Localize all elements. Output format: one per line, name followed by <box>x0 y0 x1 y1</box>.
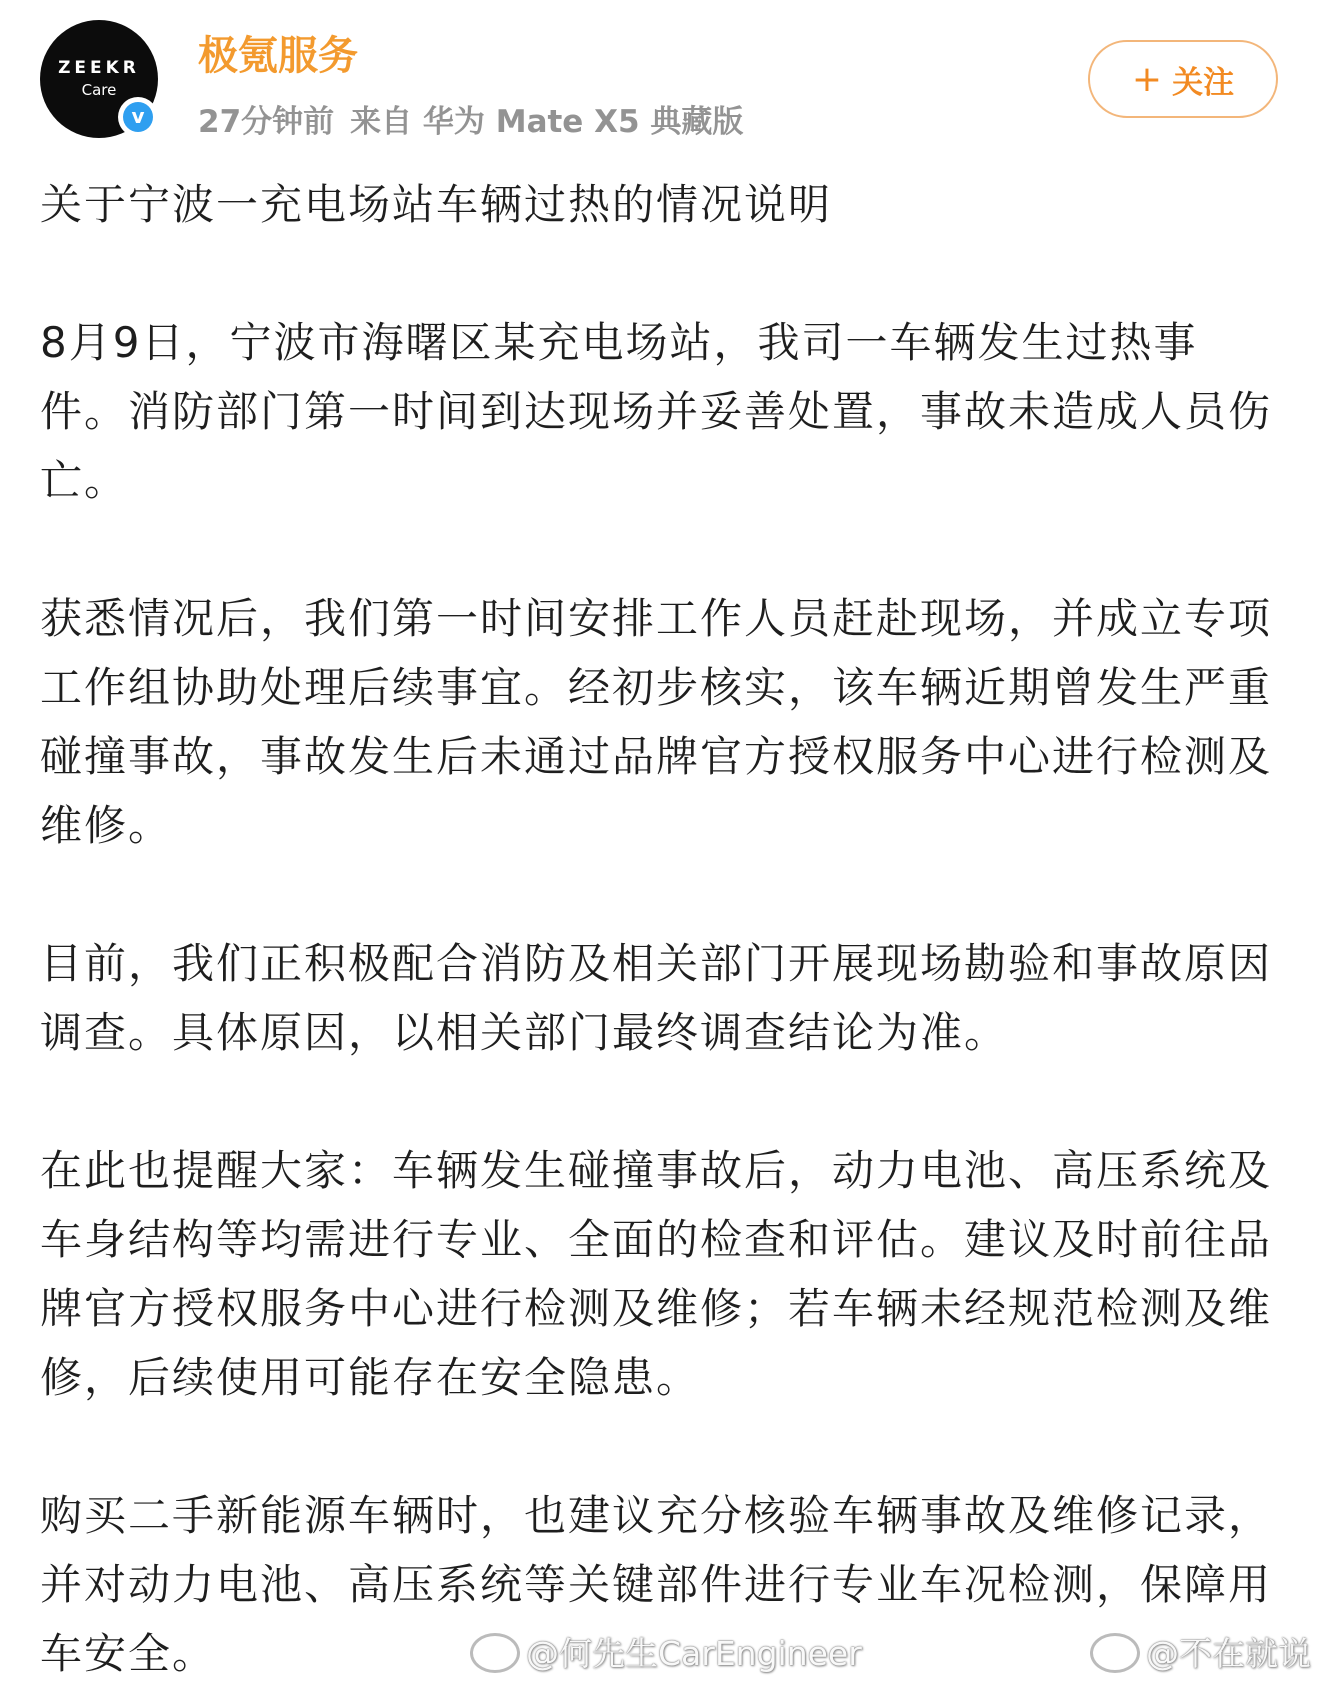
watermarks <box>0 1620 1320 1690</box>
watermark <box>470 1628 862 1676</box>
avatar-sub-text: Care <box>81 81 117 99</box>
post-time: 27分钟前 <box>198 104 335 140</box>
avatar-brand-text: ZEEKR <box>58 58 140 78</box>
username[interactable]: 极氪服务 <box>198 33 358 79</box>
post-paragraph: 购买二手新能源车辆时，也建议充分核验车辆事故及维修记录，并对动力电池、高压系统等关键部件进行专业车况检测，保障用车安全。 <box>40 1491 1273 1678</box>
follow-label: 关注 <box>1172 64 1235 101</box>
post-paragraph: 获悉情况后，我们第一时间安排工作人员赶赴现场，并成立专项工作组协助处理后续事宜。经初步核实，该车辆近期曾发生严重碰撞事故，事故发生后未通过品牌官方授权服务中心进行检测及维修。 <box>40 594 1273 850</box>
post-paragraph: 8月9日，宁波市海曙区某充电场站，我司一车辆发生过热事件。消防部门第一时间到达现场并妥善处置，事故未造成人员伤亡。 <box>40 318 1273 505</box>
verified-icon <box>118 97 158 137</box>
post-body <box>40 170 1280 1688</box>
post-meta <box>198 96 759 141</box>
verified-mark: v <box>123 102 153 132</box>
plus-icon: + <box>1131 58 1163 100</box>
post-source: 来自 华为 Mate X5 典藏版 <box>350 104 744 140</box>
weibo-icon <box>470 1633 520 1673</box>
weibo-icon <box>1090 1633 1140 1673</box>
post-paragraph: 目前，我们正积极配合消防及相关部门开展现场勘验和事故原因调查。具体原因，以相关部门最终调查结论为准。 <box>40 939 1273 1057</box>
post-title: 关于宁波一充电场站车辆过热的情况说明 <box>40 180 833 229</box>
post-paragraph: 在此也提醒大家：车辆发生碰撞事故后，动力电池、高压系统及车身结构等均需进行专业、全面的检查和评估。建议及时前往品牌官方授权服务中心进行检测及维修；若车辆未经规范检测及维修，后续使用可能存在安全隐患。 <box>40 1146 1273 1402</box>
follow-button[interactable] <box>1088 40 1278 118</box>
watermark-text: @何先生CarEngineer <box>526 1634 862 1673</box>
watermark <box>1090 1628 1311 1676</box>
watermark-text: @不在就说 <box>1146 1634 1311 1673</box>
post-header <box>0 0 1320 150</box>
